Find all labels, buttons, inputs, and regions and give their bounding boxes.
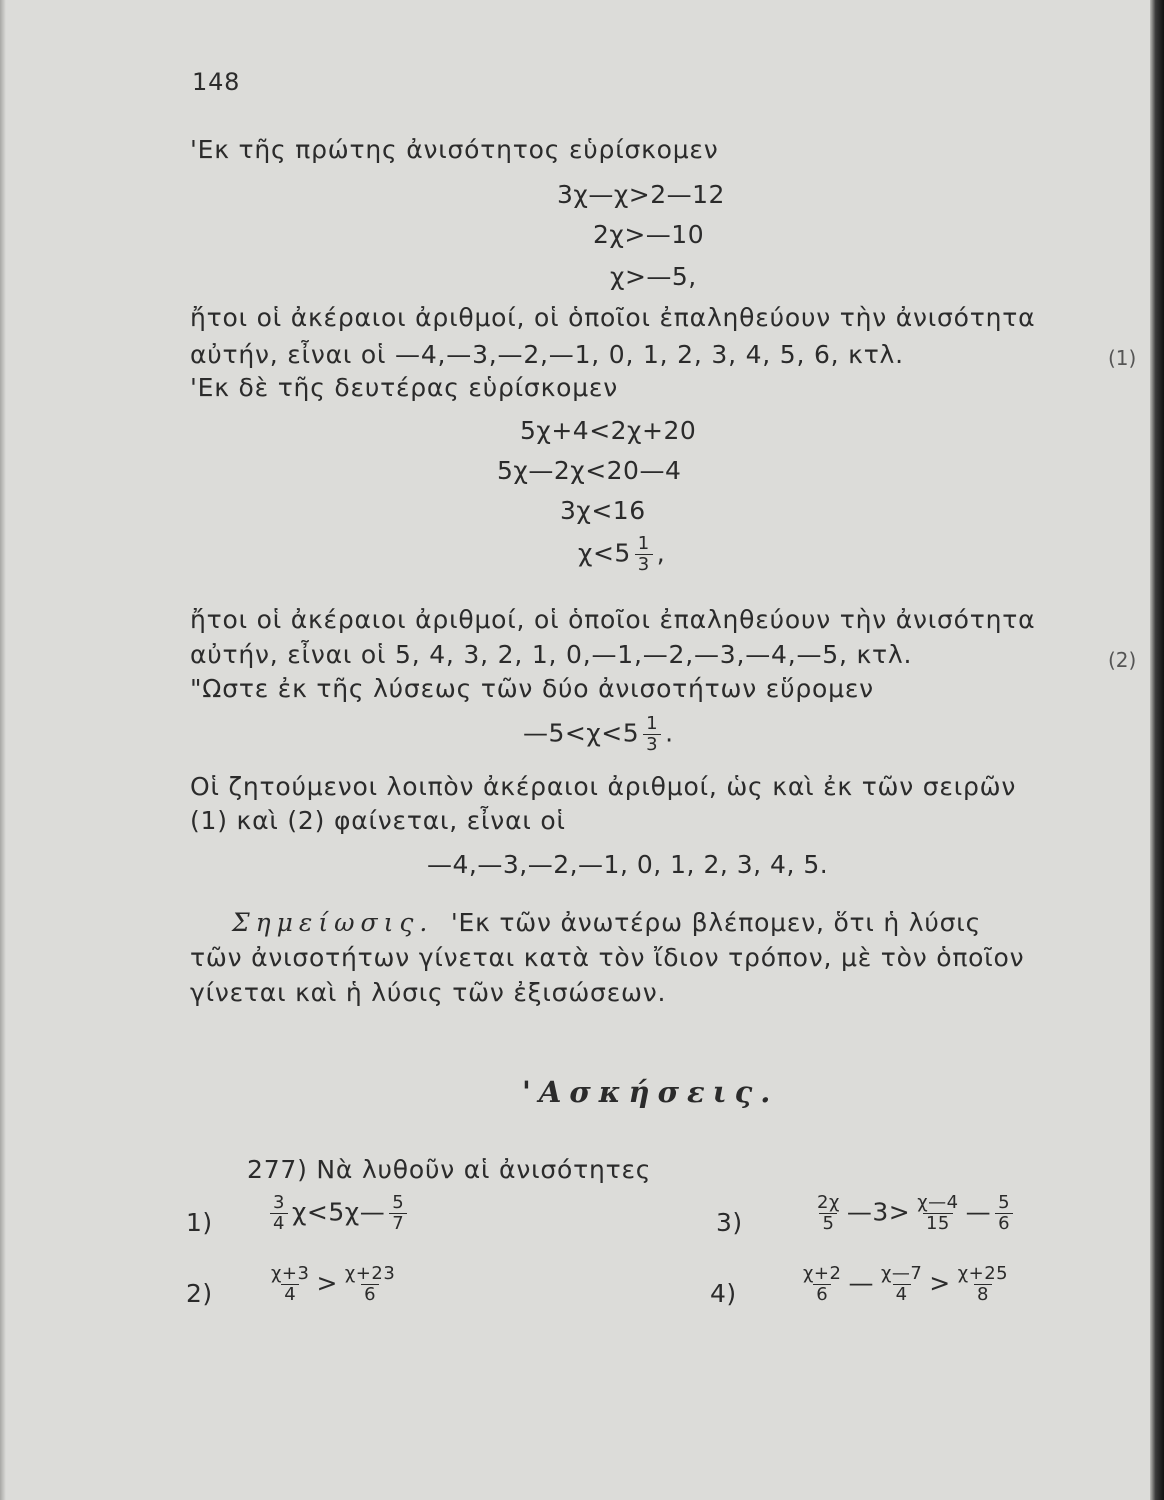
series-marker: (2)	[1108, 648, 1137, 672]
exercise-inequality	[810, 1193, 1017, 1234]
text-line: αὐτήν, εἶναι οἱ 5, 4, 3, 2, 1, 0,—1,—2,—3,—4,—5, κτλ.	[190, 640, 913, 669]
numerator: 2χ	[817, 1192, 840, 1213]
denominator: 7	[389, 1213, 407, 1234]
equation-part: >	[929, 1268, 951, 1298]
denominator: 4	[893, 1284, 911, 1305]
denominator: 3	[635, 554, 653, 575]
text-line: 'Εκ δὲ τῆς δευτέρας εὑρίσκομεν	[190, 373, 618, 402]
denominator: 8	[974, 1284, 992, 1305]
equation-part: —	[965, 1197, 992, 1227]
fraction	[955, 1264, 1011, 1305]
numerator: χ+25	[957, 1263, 1009, 1284]
note-line	[232, 908, 981, 937]
fraction	[635, 534, 653, 575]
text-line: ἤτοι οἱ ἀκέραιοι ἀριθμοί, οἱ ὁποῖοι ἐπαληθεύουν τὴν ἀνισότητα	[190, 303, 1036, 332]
equation: 3χ—χ>2—12	[557, 180, 725, 209]
denominator: 4	[270, 1213, 288, 1234]
denominator: 5	[819, 1213, 837, 1234]
equation-part: —3>	[846, 1197, 911, 1227]
denominator: 3	[643, 734, 661, 755]
exercise-number: 3)	[716, 1208, 743, 1237]
numerator: χ+2	[803, 1263, 842, 1284]
exercise-number: 1)	[186, 1208, 213, 1237]
exercises-heading: 'Ασκήσεις.	[522, 1075, 779, 1109]
equation-part: —5<χ<5	[523, 718, 640, 748]
text-line: ἤτοι οἱ ἀκέραιοι ἀριθμοί, οἱ ὁποῖοι ἐπαληθεύουν τὴν ἀνισότητα	[190, 605, 1036, 634]
fraction	[643, 714, 661, 755]
page-right-edge	[1150, 0, 1164, 1500]
equation	[578, 534, 665, 575]
equation	[523, 714, 674, 755]
equation: 2χ>—10	[593, 220, 705, 249]
note-text: 'Εκ τῶν ἀνωτέρω βλέπομεν, ὅτι ἡ λύσις	[450, 908, 982, 937]
denominator: 6	[361, 1284, 379, 1305]
text-line: 'Εκ τῆς πρώτης ἀνισότητος εὑρίσκομεν	[190, 135, 719, 164]
equation-part: χ<5	[578, 538, 631, 568]
equation-part: —	[848, 1268, 874, 1298]
numerator: 1	[646, 713, 659, 734]
fraction	[995, 1193, 1013, 1234]
equation-part: ,	[656, 538, 666, 568]
numerator: χ—7	[880, 1263, 923, 1284]
equation: 5χ—2χ<20—4	[497, 456, 682, 485]
page-number: 148	[192, 68, 241, 96]
fraction	[389, 1193, 407, 1234]
exercise-number: 4)	[710, 1279, 737, 1308]
equation: 5χ+4<2χ+20	[520, 416, 697, 445]
numerator: 5	[998, 1192, 1011, 1213]
note-line: τῶν ἀνισοτήτων γίνεται κατὰ τὸν ἴδιον τρόπον, μὲ τὸν ὁποῖον	[190, 943, 1025, 972]
note-line: γίνεται καὶ ἡ λύσις τῶν ἐξισώσεων.	[190, 978, 667, 1007]
equation: χ>—5,	[610, 262, 697, 291]
fraction	[268, 1264, 312, 1305]
exercise-inequality	[264, 1264, 402, 1305]
exercise-inequality	[796, 1264, 1015, 1305]
numerator: χ+3	[271, 1263, 310, 1284]
page-left-edge	[0, 0, 6, 1500]
denominator: 4	[281, 1284, 299, 1305]
fraction	[342, 1264, 398, 1305]
equation-part: χ<5χ—	[291, 1197, 386, 1227]
fraction	[814, 1193, 843, 1234]
equation: —4,—3,—2,—1, 0, 1, 2, 3, 4, 5.	[427, 850, 829, 879]
fraction	[270, 1193, 288, 1234]
text-line: (1) καὶ (2) φαίνεται, εἶναι οἱ	[190, 806, 566, 835]
equation-part: .	[665, 718, 674, 748]
fraction	[878, 1264, 925, 1305]
exercise-number: 2)	[186, 1279, 213, 1308]
numerator: 5	[392, 1192, 405, 1213]
equation-part: >	[316, 1268, 338, 1298]
fraction	[800, 1264, 844, 1305]
denominator: 6	[995, 1213, 1013, 1234]
numerator: 3	[273, 1192, 285, 1213]
exercise-intro: 277) Νὰ λυθοῦν αἱ ἀνισότητες	[247, 1155, 652, 1184]
numerator: χ+23	[344, 1263, 396, 1284]
series-marker: (1)	[1108, 346, 1137, 370]
exercise-inequality	[266, 1193, 411, 1234]
numerator: χ—4	[917, 1192, 959, 1213]
text-line: Οἱ ζητούμενοι λοιπὸν ἀκέραιοι ἀριθμοί, ὡς καὶ ἐκ τῶν σειρῶν	[190, 772, 1017, 801]
text-line: "Ωστε ἐκ τῆς λύσεως τῶν δύο ἀνισοτήτων εὕρομεν	[190, 674, 874, 703]
numerator: 1	[637, 533, 650, 554]
equation: 3χ<16	[560, 496, 646, 525]
note-label: Σημείωσις.	[232, 908, 434, 937]
denominator: 6	[813, 1284, 831, 1305]
fraction	[914, 1193, 961, 1234]
denominator: 15	[923, 1213, 953, 1234]
text-line: αὐτήν, εἶναι οἱ —4,—3,—2,—1, 0, 1, 2, 3, 4, 5, 6, κτλ.	[190, 340, 904, 369]
